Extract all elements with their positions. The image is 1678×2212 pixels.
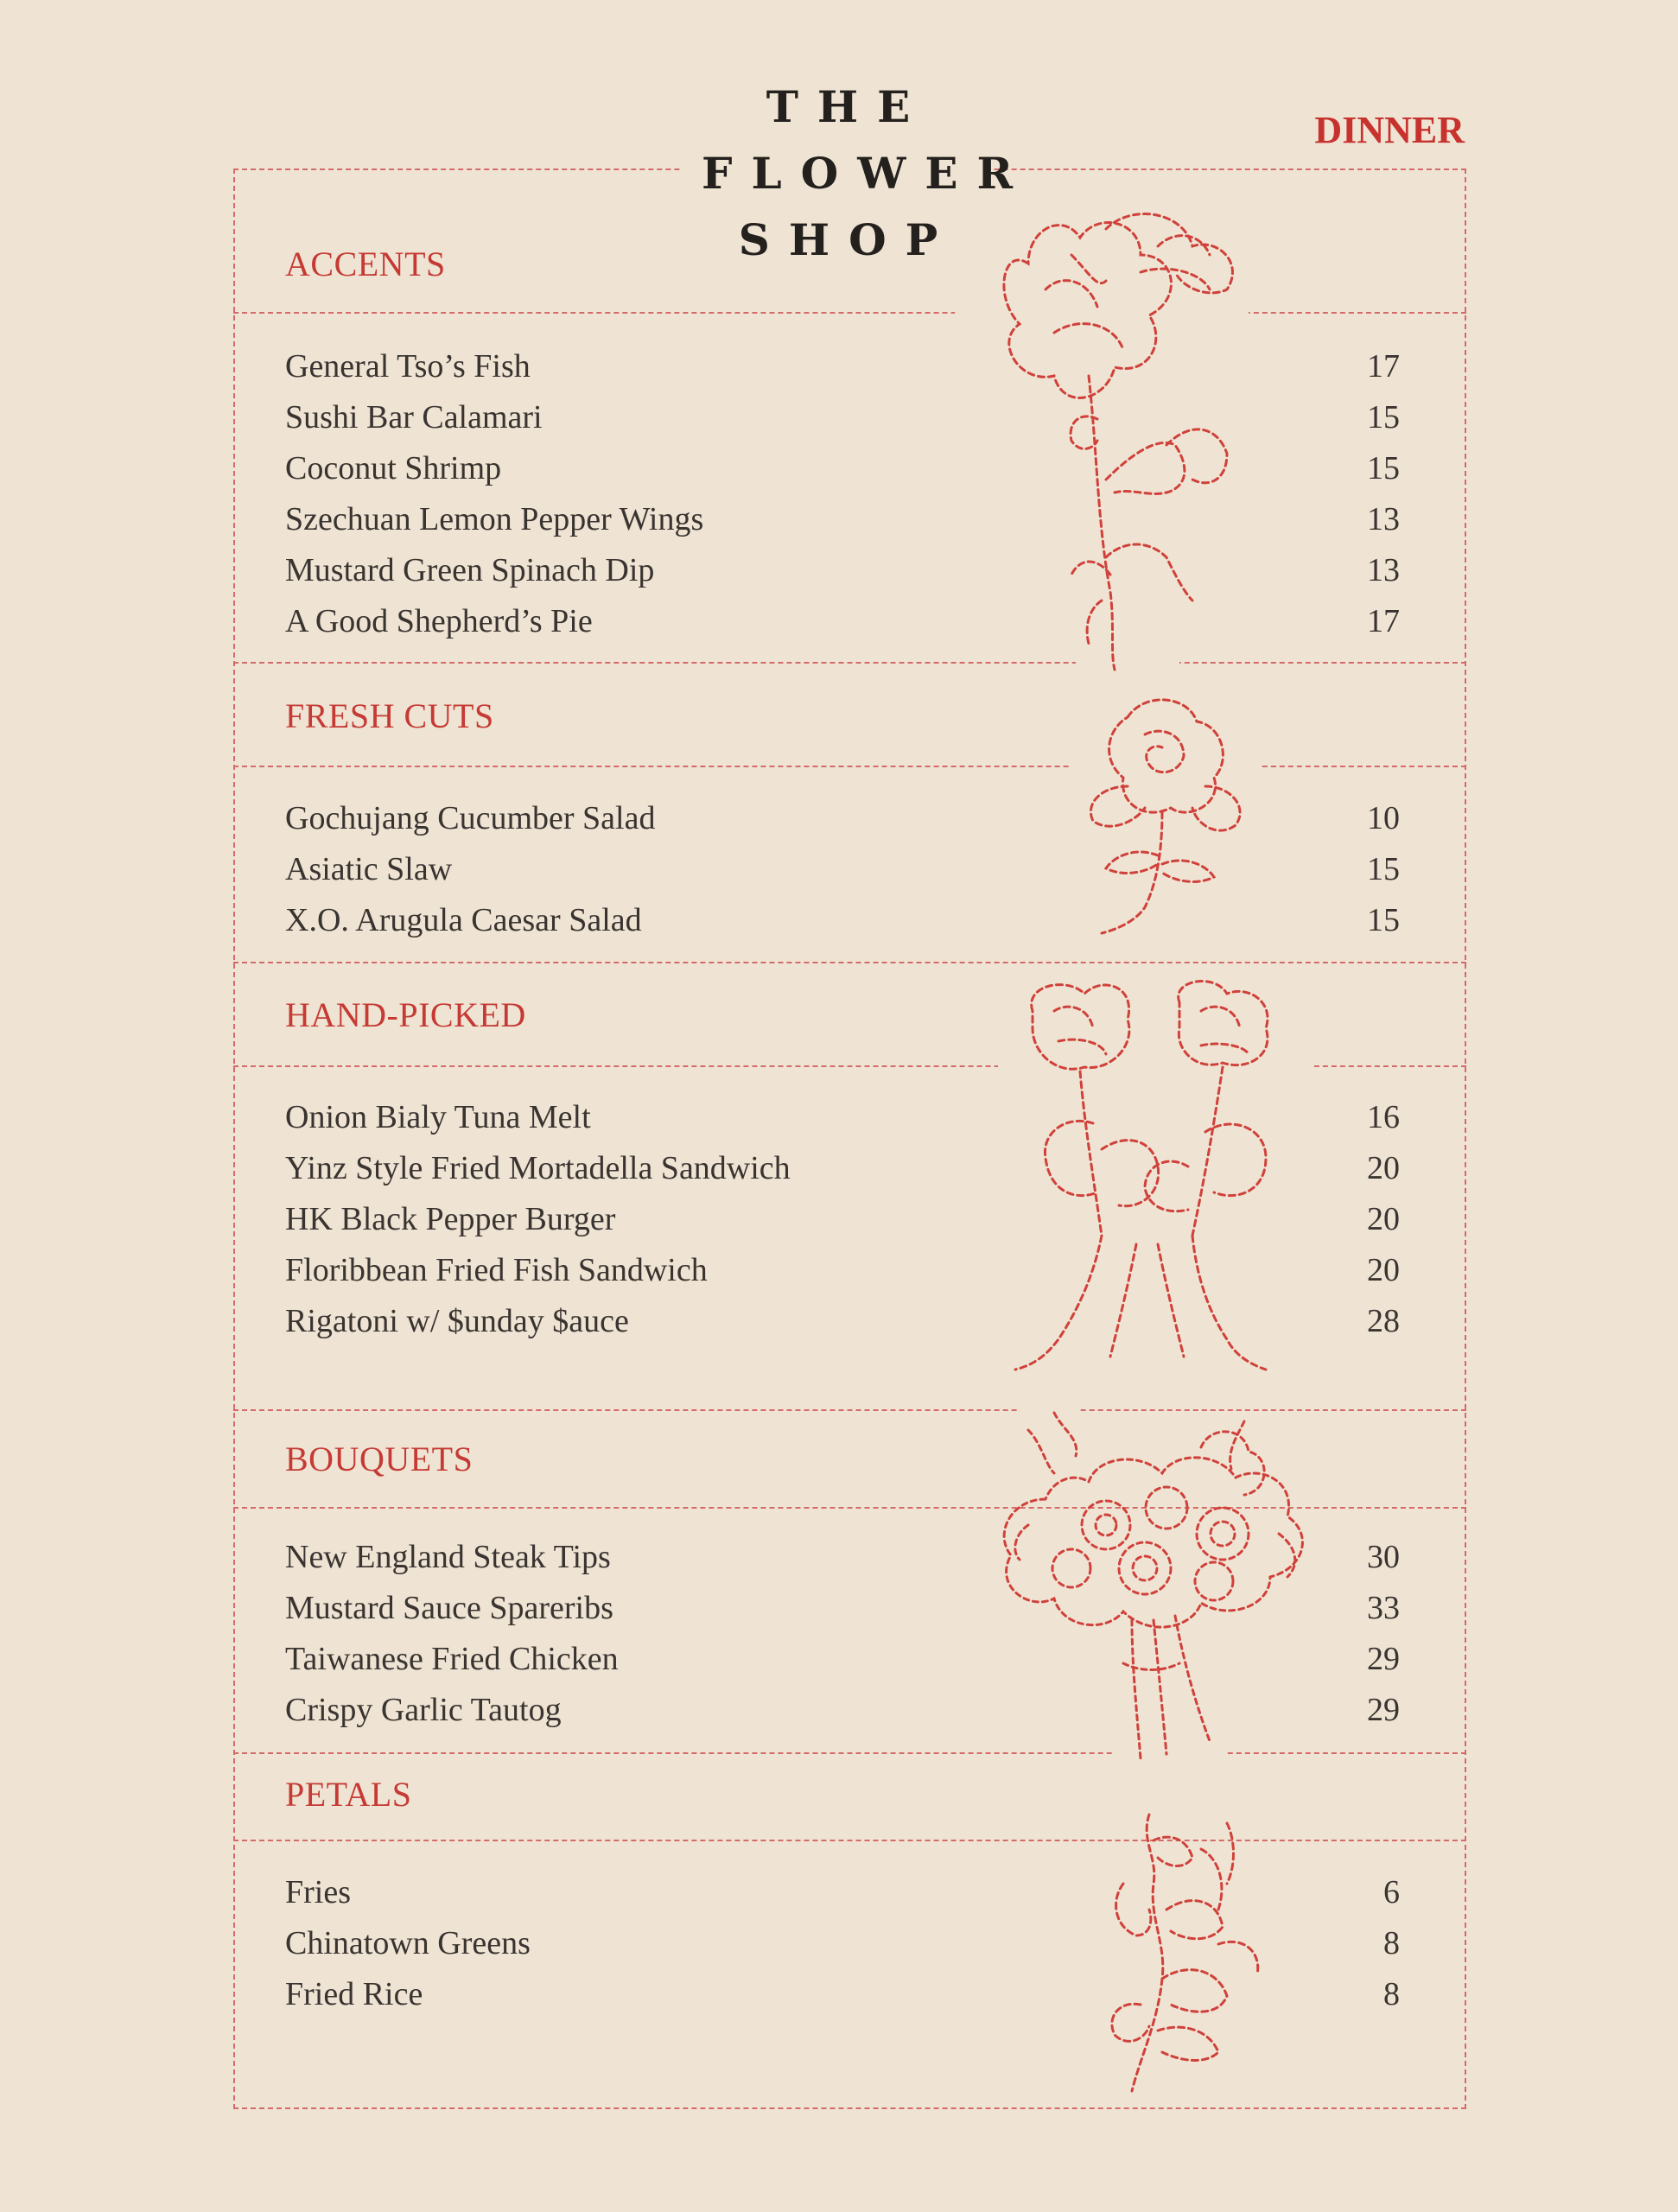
item-name: Rigatoni w/ $unday $auce xyxy=(285,1303,629,1339)
item-name: Asiatic Slaw xyxy=(285,851,453,887)
item-name: Chinatown Greens xyxy=(285,1925,531,1961)
item-name: Gochujang Cucumber Salad xyxy=(285,800,656,836)
item-price: 17 xyxy=(1367,603,1400,639)
section-title-petals: PETALS xyxy=(285,1775,412,1814)
tulip-pair-icon xyxy=(1007,976,1300,1382)
item-price: 28 xyxy=(1367,1303,1400,1339)
item-price: 13 xyxy=(1367,501,1400,537)
item-price: 15 xyxy=(1367,450,1400,486)
item-name: Fried Rice xyxy=(285,1976,423,2012)
item-price: 10 xyxy=(1367,800,1400,836)
section-title-hand-picked: HAND-PICKED xyxy=(285,995,526,1034)
restaurant-name-line: FLOWER xyxy=(702,148,1033,199)
item-price: 17 xyxy=(1367,348,1400,385)
item-price: 15 xyxy=(1367,399,1400,435)
item-price: 8 xyxy=(1383,1925,1400,1961)
restaurant-name-line: THE xyxy=(766,81,930,132)
item-name: New England Steak Tips xyxy=(285,1539,611,1575)
section-title-bouquets: BOUQUETS xyxy=(285,1440,474,1478)
item-price: 20 xyxy=(1367,1201,1400,1237)
item-name: Coconut Shrimp xyxy=(285,450,502,486)
item-price: 15 xyxy=(1367,851,1400,887)
meal-label: DINNER xyxy=(1314,109,1465,151)
item-name: X.O. Arugula Caesar Salad xyxy=(285,902,642,938)
item-price: 6 xyxy=(1383,1874,1400,1910)
rule-fresh-cuts xyxy=(233,766,1466,767)
item-name: Onion Bialy Tuna Melt xyxy=(285,1099,591,1135)
rule-fresh-cuts-end xyxy=(233,962,1466,963)
item-name: Mustard Sauce Spareribs xyxy=(285,1590,613,1626)
item-price: 33 xyxy=(1367,1590,1400,1626)
bouquet-icon xyxy=(994,1404,1331,1784)
item-price: 30 xyxy=(1367,1539,1400,1575)
section-title-fresh-cuts: FRESH CUTS xyxy=(285,696,494,735)
rose-icon xyxy=(1076,691,1257,942)
rule-accents-end xyxy=(233,662,1466,664)
restaurant-name-line: SHOP xyxy=(738,214,957,265)
item-price: 29 xyxy=(1367,1641,1400,1677)
sprig-icon xyxy=(1106,1806,1270,2108)
item-name: Szechuan Lemon Pepper Wings xyxy=(285,501,704,537)
item-price: 20 xyxy=(1367,1252,1400,1288)
item-name: Crispy Garlic Tautog xyxy=(285,1692,562,1728)
item-name: A Good Shepherd’s Pie xyxy=(285,603,593,639)
item-name: Yinz Style Fried Mortadella Sandwich xyxy=(285,1150,791,1186)
item-price: 15 xyxy=(1367,902,1400,938)
rule-accents xyxy=(233,312,1466,314)
item-name: Sushi Bar Calamari xyxy=(285,399,543,435)
item-name: HK Black Pepper Burger xyxy=(285,1201,616,1237)
item-name: Mustard Green Spinach Dip xyxy=(285,552,655,588)
section-title-accents: ACCENTS xyxy=(285,245,446,283)
carnation-icon xyxy=(968,194,1279,678)
item-price: 8 xyxy=(1383,1976,1400,2012)
restaurant-name xyxy=(683,73,1033,273)
item-price: 29 xyxy=(1367,1692,1400,1728)
item-name: Taiwanese Fried Chicken xyxy=(285,1641,619,1677)
item-price: 16 xyxy=(1367,1099,1400,1135)
item-name: General Tso’s Fish xyxy=(285,348,531,385)
item-name: Fries xyxy=(285,1874,351,1910)
rule-petals xyxy=(233,1840,1466,1841)
item-name: Floribbean Fried Fish Sandwich xyxy=(285,1252,708,1288)
item-price: 20 xyxy=(1367,1150,1400,1186)
item-price: 13 xyxy=(1367,552,1400,588)
